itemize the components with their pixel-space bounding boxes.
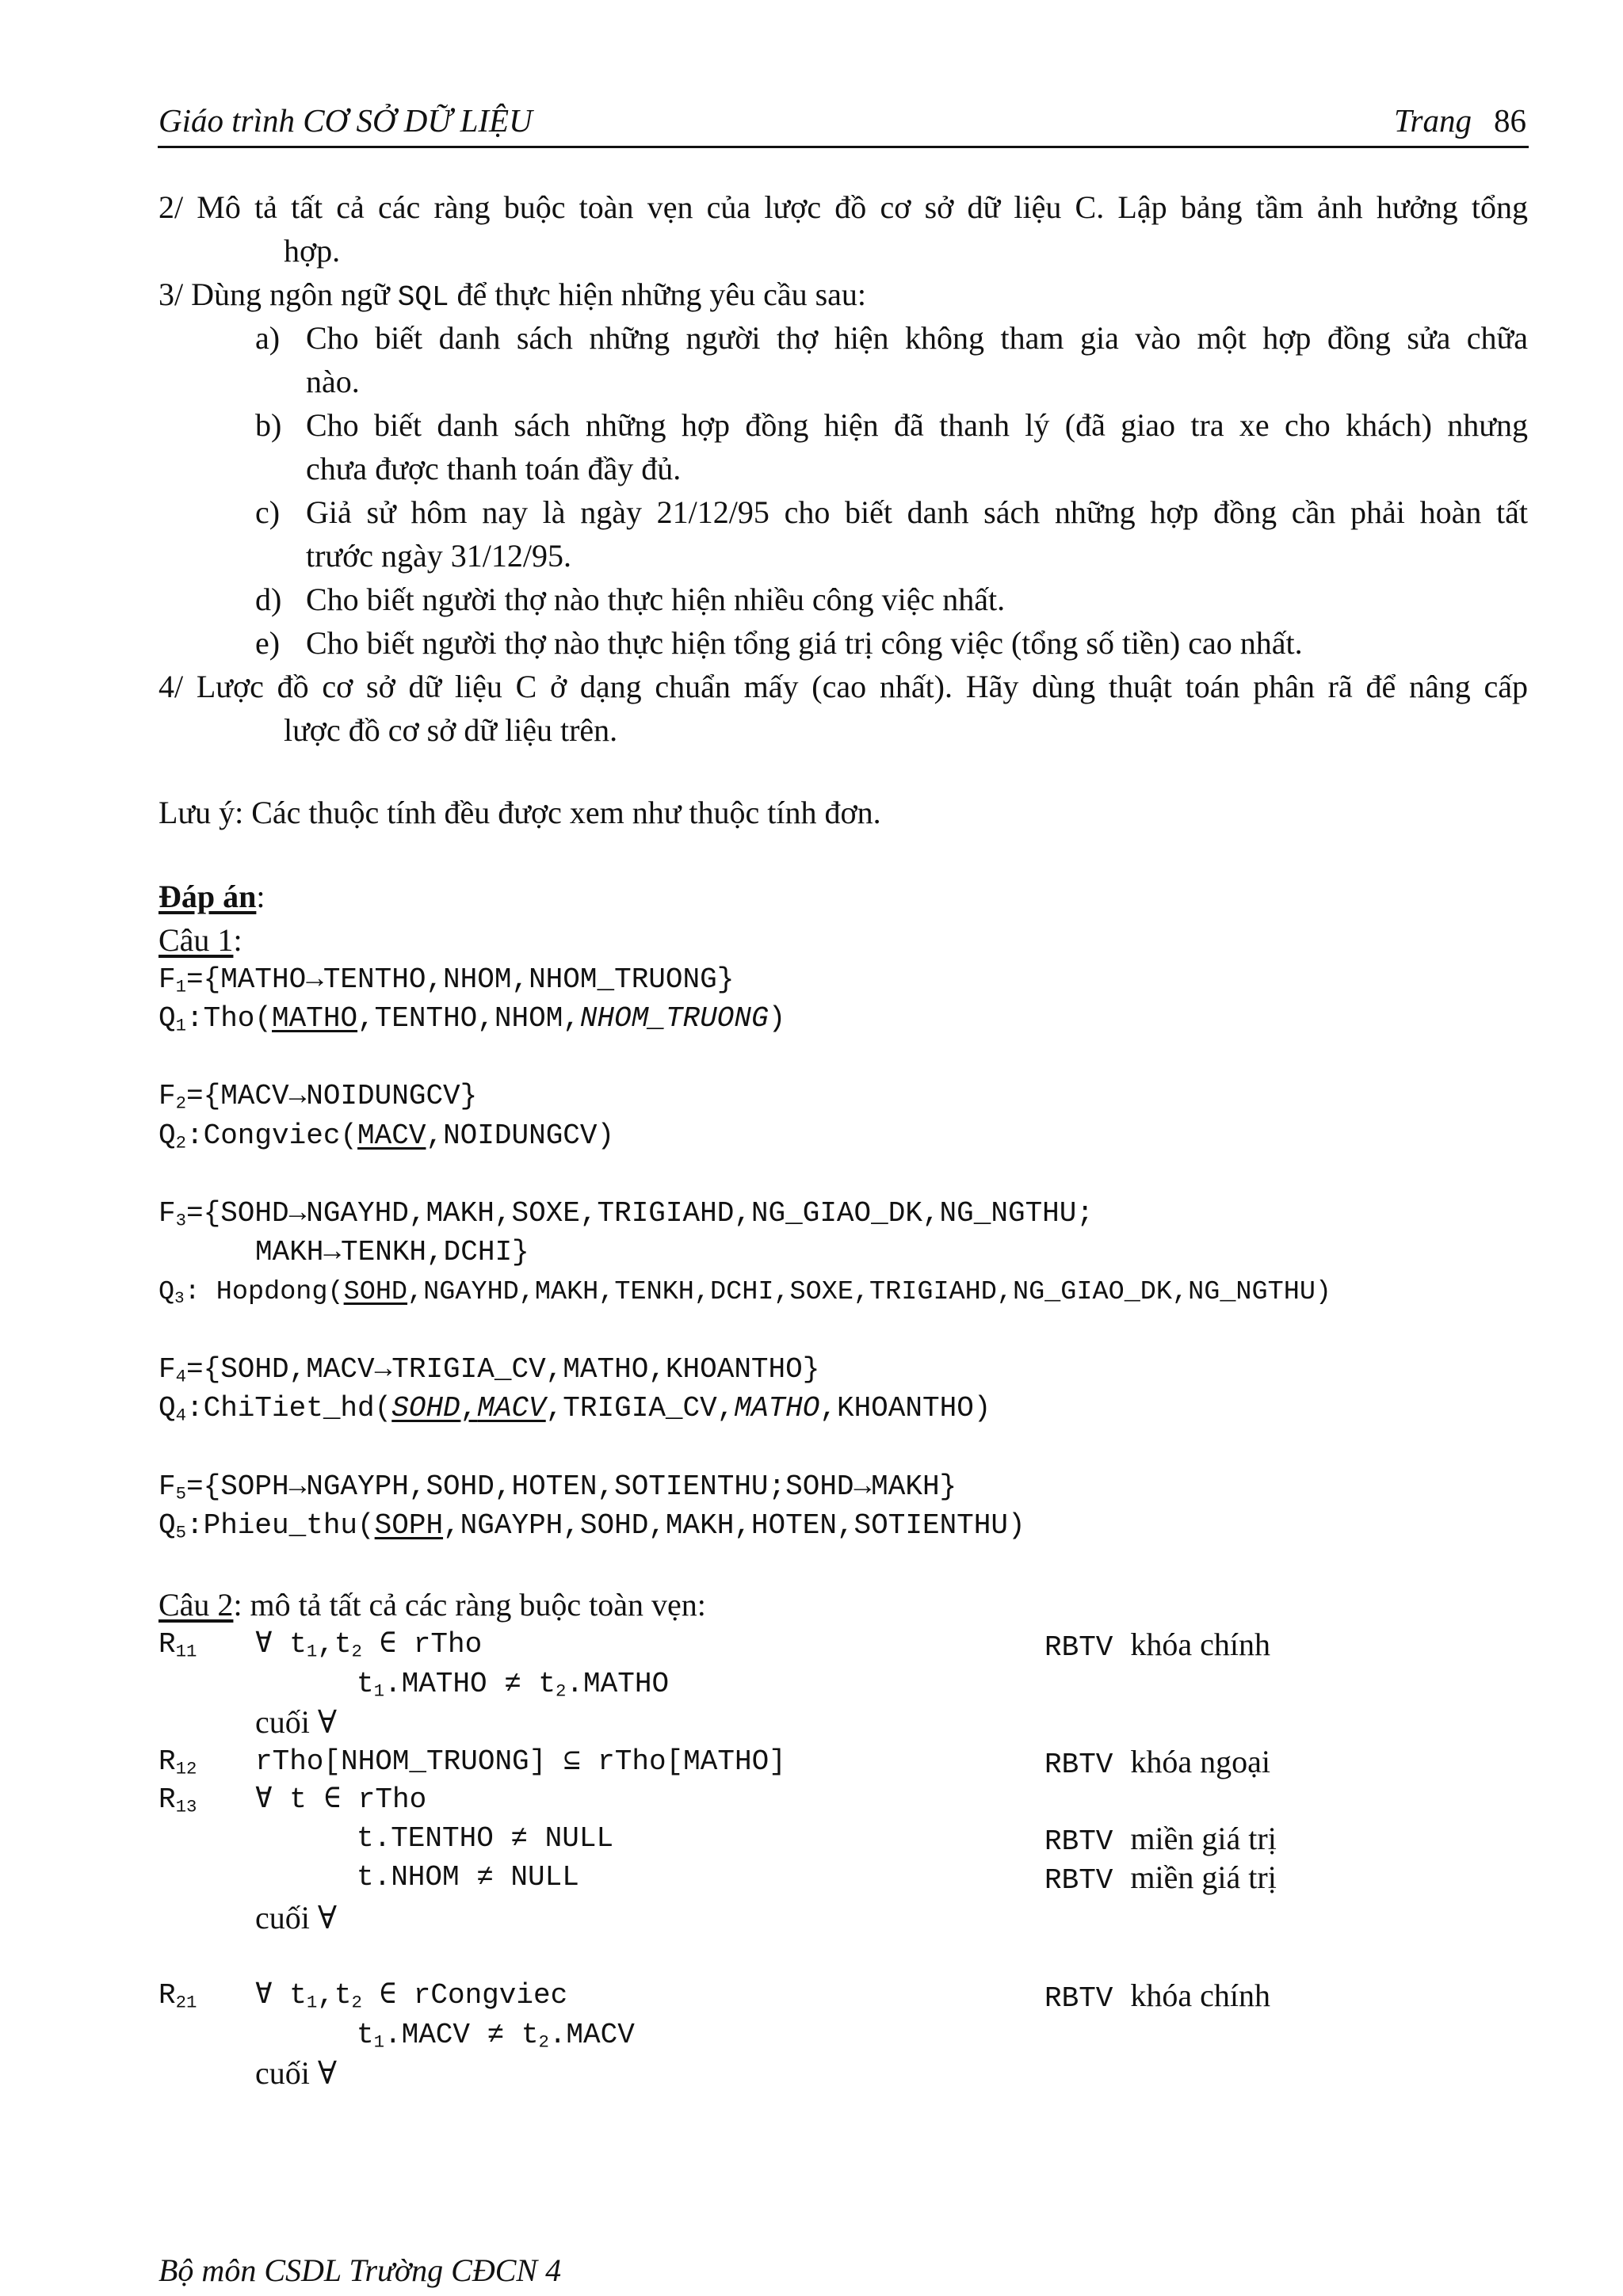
q1-foreign-key: NHOM_TRUONG bbox=[579, 1002, 769, 1035]
header-rule bbox=[158, 146, 1529, 148]
q4-schema-line: $Q_4:ChiTiet\_hd(SOHD,MACV,TRIGIA\_CV,MATHO,KHOANTHO)$ bbox=[158, 1392, 991, 1426]
item-c-label: c) bbox=[255, 494, 281, 530]
r21-note: RBTV khóa chính bbox=[1044, 1978, 1271, 2015]
r21-label: $R_{21}$ bbox=[158, 1979, 197, 2013]
q4-line2: lược đồ cơ sở dữ liệu trên. bbox=[284, 712, 618, 748]
f3-line: $F_3=\{SOHD\to NGAYHD,MAKH,SOXE,TRIGIAHD,NG\_GIAO\_DK,NG\_NGTHU$; bbox=[158, 1197, 1094, 1231]
item-b-line2: chưa được thanh toán đầy đủ. bbox=[306, 451, 682, 486]
r21-line2: $t_1.MACV$ ≠ $t_2.MACV$ bbox=[357, 2019, 635, 2053]
f4-line: $F_4=\{SOHD,MACV\to TRIGIA\_CV,MATHO,KHOANTHO\}$ bbox=[158, 1353, 820, 1387]
r21-end: cuối ∀ bbox=[255, 2055, 338, 2091]
r12-label: $R_{12}$ bbox=[158, 1745, 197, 1779]
cau2-heading: Câu 2: mô tả tất cả các ràng buộc toàn vẹn: bbox=[158, 1587, 706, 1623]
cau1-heading: Câu 1: bbox=[158, 922, 242, 958]
q2-line1: 2/ Mô tả tất cả các ràng buộc toàn vẹn của lược đồ cơ sở dữ liệu C. Lập bảng tầm ảnh hưởng tổng bbox=[158, 189, 1528, 225]
answer-heading-text: Đáp án bbox=[158, 879, 257, 914]
q2-schema-line: $Q_2:Congviec(MACV,NOIDUNGCV)$ bbox=[158, 1119, 615, 1154]
f1-line: $F_1=\{MATHO\to TENTHO,NHOM,NHOM\_TRUONG\}$ bbox=[158, 963, 735, 997]
r12-line1: rTho[NHOM_TRUONG] ⊆ rTho[MATHO] bbox=[255, 1745, 786, 1778]
q4-foreign-key: MATHO bbox=[734, 1392, 820, 1425]
q3-primary-key: SOHD bbox=[343, 1277, 408, 1307]
r13-line3: t.NHOM ≠ NULL bbox=[357, 1861, 579, 1894]
r13-end: cuối ∀ bbox=[255, 1900, 338, 1936]
q3-prefix: 3/ Dùng ngôn ngữ bbox=[158, 277, 398, 312]
item-b-label: b) bbox=[255, 407, 282, 443]
header-title: Giáo trình CƠ SỞ DỮ LIỆU bbox=[158, 102, 533, 139]
f2-line: $F_2=\{MACV\to NOIDUNGCV\}$ bbox=[158, 1080, 478, 1114]
r11-line1: ∀ $t_1,t_2$ ∈ rTho bbox=[255, 1628, 483, 1662]
q5-primary-key: SOPH bbox=[374, 1509, 444, 1542]
q3-sql: SQL bbox=[397, 281, 449, 314]
f5-line: $F_5=\{SOPH\to NGAYPH,SOHD,HOTEN,SOTIENTHU;SOHD\to MAKH\}$ bbox=[158, 1470, 957, 1505]
r11-label: $R_{11}$ bbox=[158, 1628, 197, 1662]
r13-note2: RBTV miền giá trị bbox=[1044, 1859, 1277, 1897]
q2-primary-key: MACV bbox=[357, 1119, 426, 1152]
q5-schema-line: $Q_5:Phieu\_thu(SOPH,NGAYPH,SOHD,MAKH,HOTEN,SOTIENTHU)$ bbox=[158, 1509, 1025, 1543]
item-d-label: d) bbox=[255, 582, 282, 617]
note-line: Lưu ý: Các thuộc tính đều được xem như thuộc tính đơn. bbox=[158, 795, 881, 830]
r11-end: cuối ∀ bbox=[255, 1704, 338, 1740]
q3-line bbox=[158, 276, 866, 317]
r21-line1: ∀ $t_1,t_2$ ∈ rCongviec bbox=[255, 1979, 568, 2013]
q3-suffix: để thực hiện những yêu cầu sau: bbox=[449, 277, 867, 312]
r11-line2: $t_1.MATHO$ ≠ $t_2.MATHO$ bbox=[357, 1668, 670, 1702]
item-a-line1: Cho biết danh sách những người thợ hiện không tham gia vào một hợp đồng sửa chữa bbox=[306, 320, 1528, 356]
answer-heading: Đáp án: bbox=[158, 879, 265, 914]
r11-note: RBTV khóa chính bbox=[1044, 1627, 1271, 1664]
page-number: 86 bbox=[1494, 102, 1526, 139]
q4-key-sohd: SOHD bbox=[391, 1392, 460, 1425]
footer-text: Bộ môn CSDL Trường CĐCN 4 bbox=[158, 2252, 562, 2288]
q1-line: $Q_1:Tho(MATHO,TENTHO,NHOM,NHOM\_TRUONG)$ bbox=[158, 1002, 786, 1036]
q4-key-macv: MACV bbox=[477, 1392, 546, 1425]
item-e-line1: Cho biết người thợ nào thực hiện tổng giá trị công việc (tổng số tiền) cao nhất. bbox=[306, 625, 1303, 661]
q2-line2: hợp. bbox=[284, 233, 341, 269]
header-page bbox=[1394, 101, 1526, 139]
item-a-line2: nào. bbox=[306, 364, 360, 399]
q1-primary-key: MATHO bbox=[272, 1002, 358, 1035]
r13-label: $R_{13}$ bbox=[158, 1783, 197, 1817]
r13-note1: RBTV miền giá trị bbox=[1044, 1821, 1277, 1858]
item-e-label: e) bbox=[255, 625, 281, 661]
cau2-text: Câu 2 bbox=[158, 1587, 234, 1623]
r12-note: RBTV khóa ngoại bbox=[1044, 1744, 1271, 1781]
f3-cont-line: MAKH→TENKH,DCHI} bbox=[255, 1236, 529, 1268]
q3-schema-line: $Q_3$: Hopdong(SOHD,NGAYHD,MAKH,TENKH,DCHI,SOXE,TRIGIAHD,NG_GIAO_DK,NG_NGTHU) bbox=[158, 1277, 1332, 1309]
cau1-text: Câu 1 bbox=[158, 922, 234, 958]
item-a-label: a) bbox=[255, 320, 281, 356]
q4-line1: 4/ Lược đồ cơ sở dữ liệu C ở dạng chuẩn mấy (cao nhất). Hãy dùng thuật toán phân rã để nâng cấp bbox=[158, 669, 1528, 704]
item-d-line1: Cho biết người thợ nào thực hiện nhiều công việc nhất. bbox=[306, 582, 1006, 617]
item-b-line1: Cho biết danh sách những hợp đồng hiện đã thanh lý (đã giao tra xe cho khách) nhưng bbox=[306, 407, 1528, 443]
r13-line1: ∀ t ∈ rTho bbox=[255, 1783, 427, 1816]
item-c-line1: Giả sử hôm nay là ngày 21/12/95 cho biết danh sách những hợp đồng cần phải hoàn tất bbox=[306, 494, 1528, 530]
r13-line2: t.TENTHO ≠ NULL bbox=[357, 1822, 614, 1855]
item-c-line2: trước ngày 31/12/95. bbox=[306, 538, 571, 574]
page-label: Trang bbox=[1394, 102, 1472, 139]
